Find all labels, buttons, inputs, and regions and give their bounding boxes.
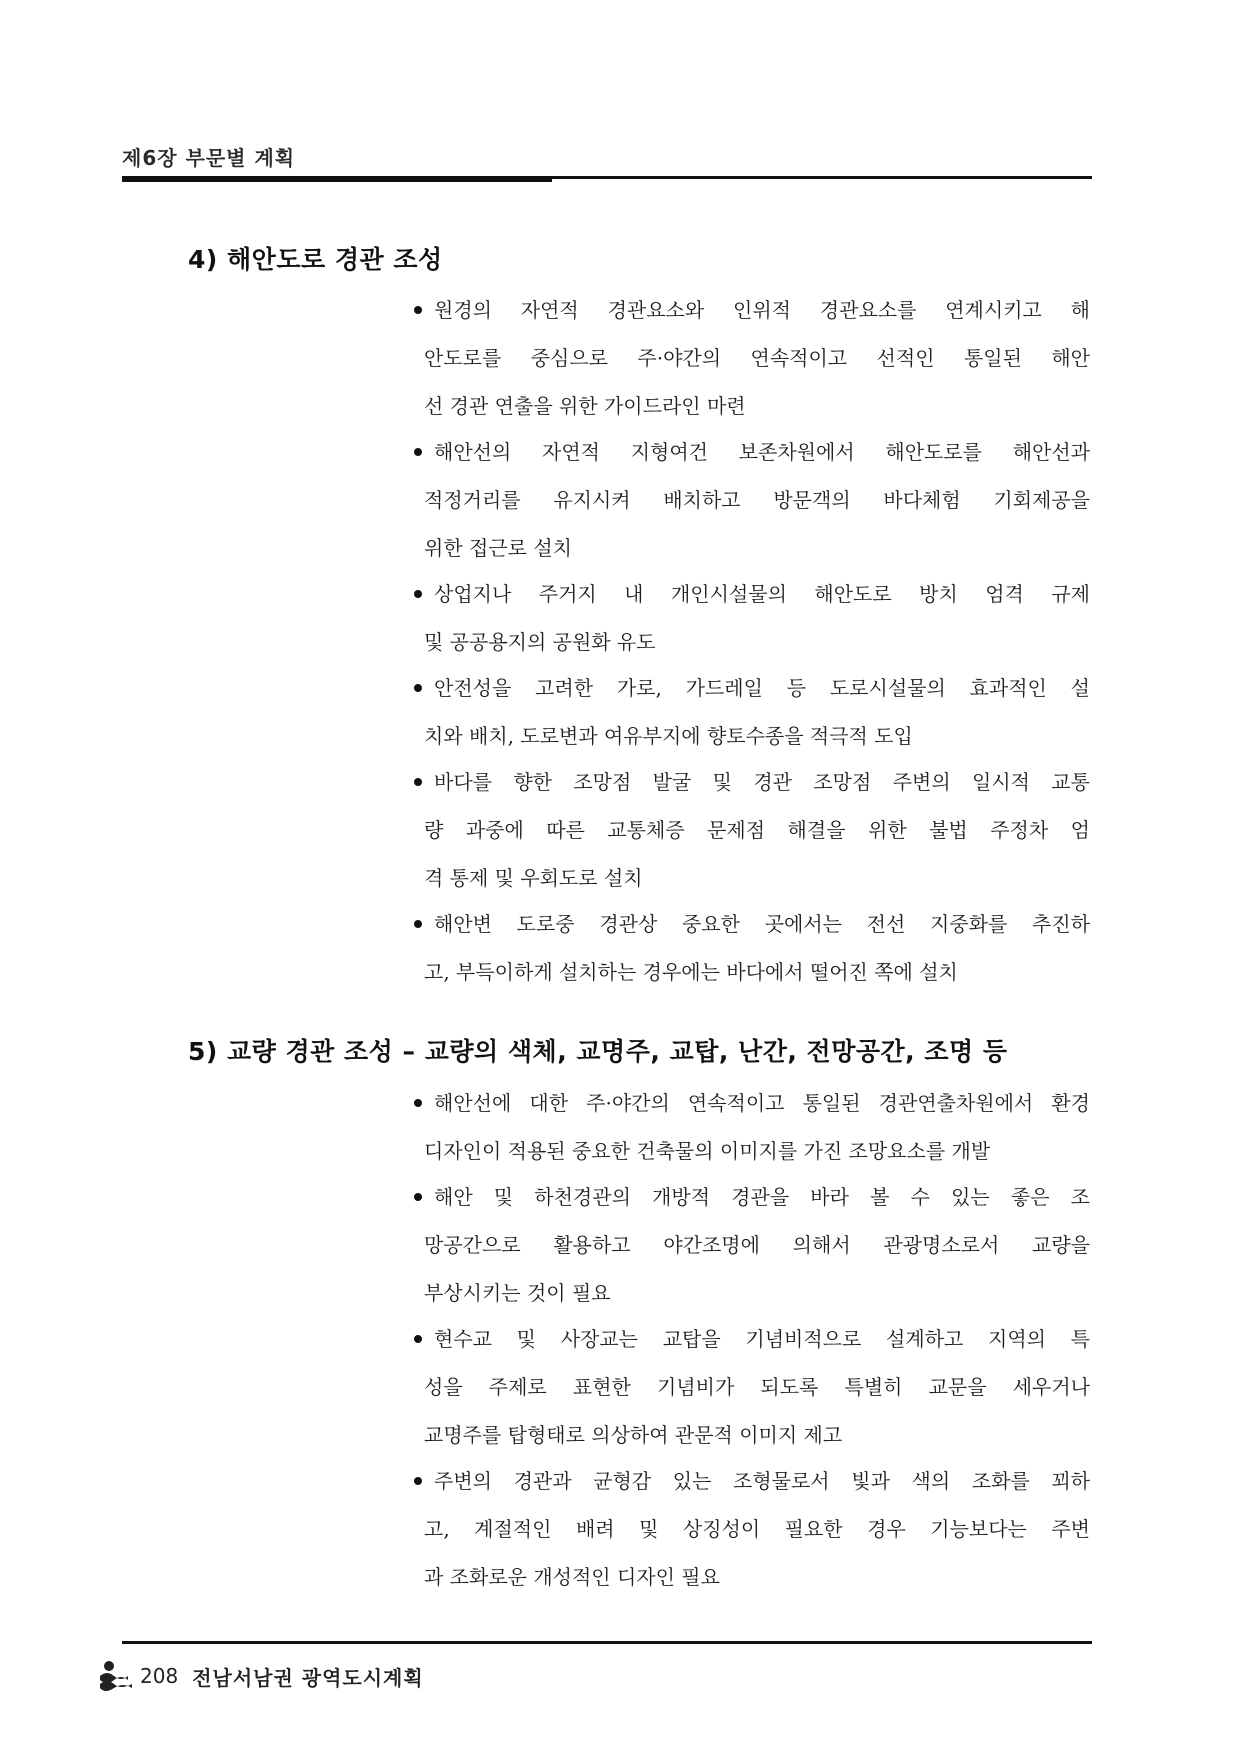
bullet-dot-icon (414, 684, 422, 692)
bullet-item (424, 570, 1090, 666)
footer-title: 전남서남권 광역도시계획 (192, 1665, 424, 1690)
bullet-dot-icon (414, 778, 422, 786)
section-title: 5) 교량 경관 조성 – 교량의 색체, 교명주, 교탑, 난간, 전망공간, 조명 등 (188, 1037, 1008, 1066)
bullet-line: 망공간으로 활용하고 야간조명에 의해서 관광명소로서 교량을 (424, 1233, 1090, 1257)
bullet-line: 치와 배치, 도로변과 여유부지에 향토수종을 적극적 도입 (424, 724, 913, 748)
header-divider (122, 176, 1092, 179)
bullet-line: 현수교 및 사장교는 교탑을 기념비적으로 설계하고 지역의 특 (434, 1327, 1090, 1351)
bullet-item (424, 428, 1090, 572)
bullet-item (424, 1315, 1090, 1459)
bullet-item (424, 286, 1090, 430)
footer-divider (122, 1641, 1092, 1644)
bullet-line: 격 통제 및 우회도로 설치 (424, 866, 643, 890)
bullet-item (424, 900, 1090, 996)
bullet-item (424, 758, 1090, 902)
bullet-line: 적정거리를 유지시켜 배치하고 방문객의 바다체험 기회제공을 (424, 488, 1090, 512)
bullet-line: 바다를 향한 조망점 발굴 및 경관 조망점 주변의 일시적 교통 (434, 770, 1090, 794)
section-title: 4) 해안도로 경관 조성 (188, 245, 443, 274)
bullet-dot-icon (414, 1193, 422, 1201)
bullet-line: 해안변 도로중 경관상 중요한 곳에서는 전선 지중화를 추진하 (434, 912, 1090, 936)
bullet-line: 위한 접근로 설치 (424, 536, 572, 560)
bullet-line: 주변의 경관과 균형감 있는 조형물로서 빛과 색의 조화를 꾀하 (434, 1469, 1090, 1493)
bullet-line: 과 조화로운 개성적인 디자인 필요 (424, 1565, 720, 1589)
bullet-line: 부상시키는 것이 필요 (424, 1281, 611, 1305)
bullet-line: 해안선의 자연적 지형여건 보존차원에서 해안도로를 해안선과 (434, 440, 1090, 464)
bullet-line: 교명주를 탑형태로 의상하여 관문적 이미지 제고 (424, 1423, 843, 1447)
bullet-line: 고, 계절적인 배려 및 상징성이 필요한 경우 기능보다는 주변 (424, 1517, 1090, 1541)
bullet-item (424, 1173, 1090, 1317)
bullet-dot-icon (414, 1335, 422, 1343)
wave-logo-icon (98, 1658, 134, 1694)
bullet-dot-icon (414, 1099, 422, 1107)
bullet-line: 성을 주제로 표현한 기념비가 되도록 특별히 교문을 세우거나 (424, 1375, 1090, 1399)
bullet-item (424, 1457, 1090, 1601)
bullet-item (424, 664, 1090, 760)
bullet-line: 상업지나 주거지 내 개인시설물의 해안도로 방치 엄격 규제 (434, 582, 1090, 606)
bullet-dot-icon (414, 306, 422, 314)
bullet-line: 고, 부득이하게 설치하는 경우에는 바다에서 떨어진 쪽에 설치 (424, 960, 958, 984)
bullet-line: 해안선에 대한 주·야간의 연속적이고 통일된 경관연출차원에서 환경 (434, 1091, 1090, 1115)
bullet-line: 량 과중에 따른 교통체증 문제점 해결을 위한 불법 주정차 엄 (424, 818, 1090, 842)
bullet-line: 안도로를 중심으로 주·야간의 연속적이고 선적인 통일된 해안 (424, 346, 1090, 370)
bullet-line: 해안 및 하천경관의 개방적 경관을 바라 볼 수 있는 좋은 조 (434, 1185, 1090, 1209)
bullet-dot-icon (414, 590, 422, 598)
bullet-line: 선 경관 연출을 위한 가이드라인 마련 (424, 394, 746, 418)
chapter-header: 제6장 부문별 계획 (122, 146, 296, 170)
bullet-line: 안전성을 고려한 가로, 가드레일 등 도로시설물의 효과적인 설 (434, 676, 1090, 700)
bullet-dot-icon (414, 920, 422, 928)
page-number: 208 (140, 1664, 179, 1688)
bullet-dot-icon (414, 448, 422, 456)
bullet-line: 디자인이 적용된 중요한 건축물의 이미지를 가진 조망요소를 개발 (424, 1139, 991, 1163)
bullet-dot-icon (414, 1477, 422, 1485)
footer (98, 1656, 424, 1696)
bullet-item (424, 1079, 1090, 1175)
bullet-line: 원경의 자연적 경관요소와 인위적 경관요소를 연계시키고 해 (434, 298, 1090, 322)
bullet-line: 및 공공용지의 공원화 유도 (424, 630, 656, 654)
